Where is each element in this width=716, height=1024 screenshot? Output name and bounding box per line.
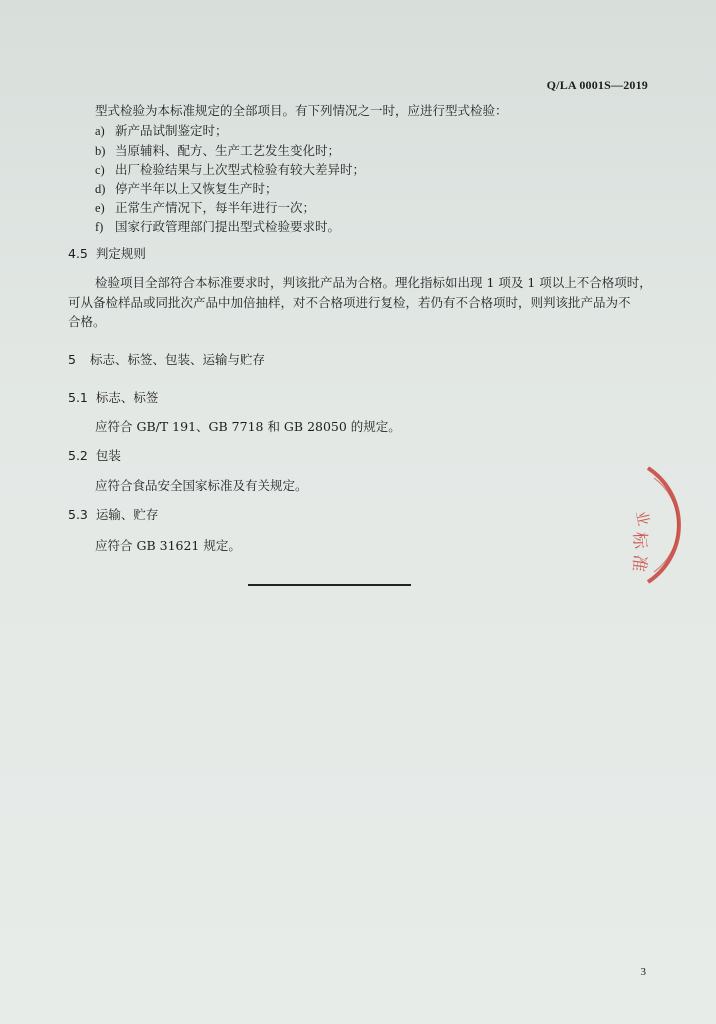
page-number: 3 bbox=[640, 966, 646, 978]
list-item bbox=[95, 121, 228, 139]
list-mark: e) bbox=[95, 201, 105, 215]
list-item bbox=[95, 198, 315, 216]
list-mark: b) bbox=[95, 144, 106, 158]
list-text: 出厂检验结果与上次型式检验有较大差异时； bbox=[115, 162, 366, 177]
paragraph-line: 可从备检样品或同批次产品中加倍抽样，对不合格项进行复检，若仍有不合格项时，则判该批产品为不 bbox=[68, 295, 631, 310]
list-item bbox=[95, 160, 365, 178]
paragraph-line: 合格。 bbox=[68, 314, 106, 329]
standard-code: Q/LA 0001S—2019 bbox=[546, 78, 648, 92]
section-heading-5-1 bbox=[68, 388, 158, 406]
list-item bbox=[95, 179, 278, 197]
section-number: 5.2 bbox=[68, 448, 88, 463]
paragraph-line: 应符合 GB 31621 规定。 bbox=[95, 538, 241, 553]
section-heading-5-3 bbox=[68, 505, 158, 523]
paragraph-line: 应符合 GB/T 191、GB 7718 和 GB 28050 的规定。 bbox=[95, 419, 401, 434]
svg-text:业: 业 bbox=[632, 509, 653, 528]
section-title: 判定规则 bbox=[95, 246, 146, 261]
section-title: 标志、标签 bbox=[95, 390, 159, 405]
section-number: 4.5 bbox=[68, 246, 88, 261]
list-text: 停产半年以上又恢复生产时； bbox=[115, 181, 278, 196]
section-title: 标志、标签、包装、运输与贮存 bbox=[89, 352, 265, 367]
list-text: 国家行政管理部门提出型式检验要求时。 bbox=[115, 219, 341, 234]
list-mark: d) bbox=[95, 182, 106, 196]
list-mark: c) bbox=[95, 163, 105, 177]
section-title: 包装 bbox=[95, 448, 121, 463]
section-heading-5 bbox=[68, 350, 265, 368]
section-heading-4-5 bbox=[68, 244, 146, 262]
section-number: 5.3 bbox=[68, 507, 88, 522]
paragraph-line: 检验项目全部符合本标准要求时，判该批产品为合格。理化指标如出现 1 项及 1 项以上不合格项时， bbox=[95, 275, 652, 290]
list-mark: f) bbox=[95, 220, 104, 234]
list-item bbox=[95, 217, 340, 235]
intro-line: 型式检验为本标准规定的全部项目。有下列情况之一时，应进行型式检验： bbox=[95, 103, 508, 118]
list-text: 正常生产情况下，每半年进行一次； bbox=[115, 200, 316, 215]
svg-text:标: 标 bbox=[629, 531, 650, 550]
section-heading-5-2 bbox=[68, 446, 121, 464]
red-seal-stamp bbox=[618, 450, 716, 600]
list-item bbox=[95, 141, 340, 159]
list-text: 新产品试制鉴定时； bbox=[115, 123, 228, 138]
section-number: 5 bbox=[68, 352, 76, 367]
svg-text:准: 准 bbox=[627, 553, 650, 573]
paragraph-line: 应符合食品安全国家标准及有关规定。 bbox=[95, 478, 308, 493]
section-title: 运输、贮存 bbox=[95, 507, 159, 522]
end-rule bbox=[248, 584, 411, 586]
section-number: 5.1 bbox=[68, 390, 88, 405]
list-text: 当原辅料、配方、生产工艺发生变化时； bbox=[115, 143, 341, 158]
list-mark: a) bbox=[95, 124, 105, 138]
